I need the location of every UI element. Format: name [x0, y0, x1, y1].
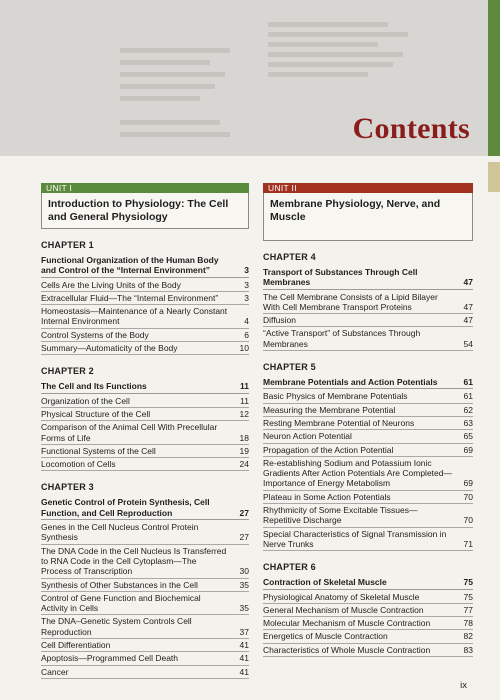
toc-entry-text: Extracellular Fluid—The “Internal Environment” [41, 292, 219, 303]
toc-entry-page: 65 [463, 431, 473, 442]
chapter-page: 47 [463, 277, 473, 288]
toc-entry-text: Apoptosis—Programmed Cell Death [41, 653, 179, 664]
toc-entry-text: Physiological Anatomy of Skeletal Muscle [263, 591, 420, 602]
toc-entry-page: 62 [463, 404, 473, 415]
toc-entry[interactable] [263, 457, 473, 491]
chapter-page: 3 [244, 265, 249, 276]
toc-entry-text: Summary—Automaticity of the Body [41, 343, 178, 354]
toc-entry[interactable] [263, 430, 473, 443]
toc-entry[interactable] [41, 445, 249, 458]
page-number: ix [460, 680, 467, 691]
chapter-title: Contraction of Skeletal Muscle [263, 577, 387, 588]
toc-entry[interactable] [41, 421, 249, 445]
toc-entry[interactable] [263, 528, 473, 552]
toc-entry-page: 3 [244, 279, 249, 290]
toc-entry[interactable] [263, 604, 473, 617]
toc-entry-text: Synthesis of Other Substances in the Cell [41, 579, 198, 590]
toc-entry-text: Special Characteristics of Signal Transmission in Nerve Trunks [263, 528, 447, 549]
chapter-label: CHAPTER 3 [41, 482, 94, 493]
toc-entry-page: 63 [463, 417, 473, 428]
toc-entry-page: 41 [239, 640, 249, 651]
toc-entry[interactable] [263, 444, 473, 457]
toc-entry-text: “Active Transport” of Substances Through Membranes [263, 328, 421, 349]
toc-entry-page: 12 [239, 408, 249, 419]
toc-entry[interactable] [263, 644, 473, 657]
toc-entry-text: Diffusion [263, 315, 296, 326]
toc-entry-text: Re-establishing Sodium and Potassium Ionic Gradients After Action Potentials Are Completed—Importance of Energy Metabolism [263, 457, 452, 489]
toc-entry-text: Plateau in Some Action Potentials [263, 491, 391, 502]
toc-entry[interactable] [41, 342, 249, 355]
toc-entry-text: Propagation of the Action Potential [263, 444, 394, 455]
toc-entry-page: 47 [463, 301, 473, 312]
toc-entry-text: The Cell Membrane Consists of a Lipid Bilayer With Cell Membrane Transport Proteins [263, 291, 438, 312]
toc-entry[interactable] [41, 666, 249, 679]
toc-entry-page: 3 [244, 292, 249, 303]
toc-entry-text: Organization of the Cell [41, 395, 130, 406]
toc-entry-page: 78 [463, 618, 473, 629]
toc-entry-text: Genes in the Cell Nucleus Control Protein Synthesis [41, 522, 199, 543]
toc-entry[interactable] [41, 279, 249, 292]
chapter-page: 75 [463, 577, 473, 588]
toc-entry-text: Control of Gene Function and Biochemical Activity in Cells [41, 592, 201, 614]
toc-entry-page: 77 [463, 604, 473, 615]
toc-entry-page: 27 [239, 532, 249, 543]
chapter-page: 61 [463, 377, 473, 388]
toc-entry-text: General Mechanism of Muscle Contraction [263, 604, 424, 615]
toc-entry-text: Homeostasis—Maintenance of a Nearly Constant Internal Environment [41, 306, 228, 327]
toc-entry[interactable] [263, 591, 473, 604]
toc-entry-page: 69 [463, 444, 473, 455]
toc-entry[interactable] [41, 579, 249, 592]
edge-tab-tan [488, 162, 500, 192]
chapter-title-row[interactable] [263, 577, 473, 589]
toc-entry[interactable] [263, 417, 473, 430]
toc-entry-page: 61 [463, 391, 473, 402]
toc-entry-page: 47 [463, 315, 473, 326]
toc-entry-text: Cancer [41, 666, 69, 677]
chapter-title-row[interactable] [263, 377, 473, 389]
toc-entry[interactable] [263, 291, 473, 315]
toc-entry-text: Comparison of the Animal Cell With Precellular Forms of Life [41, 422, 218, 443]
toc-entry[interactable] [41, 521, 249, 545]
unit-1-column [41, 183, 249, 679]
chapter-title-row[interactable] [41, 497, 249, 520]
toc-entry-page: 69 [463, 478, 473, 489]
toc-entry-page: 10 [239, 343, 249, 354]
toc-entry[interactable] [263, 491, 473, 504]
toc-entry-page: 35 [239, 579, 249, 590]
toc-entry-text: The DNA Code in the Cell Nucleus Is Transferred to RNA Code in the Cell Cytoplasm—The Process of Transcription [41, 545, 227, 577]
unit-2-heading: Membrane Physiology, Nerve, and Muscle [263, 193, 473, 241]
toc-entry-page: 30 [239, 566, 249, 577]
toc-entry[interactable] [41, 329, 249, 342]
chapter-label: CHAPTER 2 [41, 366, 94, 377]
chapter-title: Genetic Control of Protein Synthesis, Cell Function, and Cell Reproduction [41, 497, 210, 518]
chapter-title: Functional Organization of the Human Body and Control of the “Internal Environment” [41, 255, 219, 276]
toc-entry-text: Locomotion of Cells [41, 459, 116, 470]
chapter-label: CHAPTER 1 [41, 240, 94, 250]
toc-entry[interactable] [41, 395, 249, 408]
toc-entry[interactable] [263, 630, 473, 643]
toc-entry-page: 11 [240, 395, 249, 406]
chapter-page: 11 [240, 381, 249, 392]
page-title: Contents [352, 112, 470, 145]
toc-entry[interactable] [41, 305, 249, 329]
toc-entry-page: 41 [239, 653, 249, 664]
toc-entry[interactable] [41, 615, 249, 639]
toc-entry-text: Cell Differentiation [41, 640, 111, 651]
chapter-title-row[interactable] [263, 267, 473, 290]
toc-entry[interactable] [41, 458, 249, 471]
toc-entry-text: Energetics of Muscle Contraction [263, 631, 388, 642]
chapter-title-row[interactable] [41, 381, 249, 393]
unit-2-band: UNIT II [263, 183, 473, 193]
toc-entry-page: 4 [244, 316, 249, 327]
chapter-page: 27 [239, 507, 249, 518]
toc-entry-text: Measuring the Membrane Potential [263, 404, 396, 415]
toc-entry-page: 82 [463, 631, 473, 642]
toc-entry[interactable] [41, 545, 249, 579]
chapter-label: CHAPTER 4 [263, 252, 316, 262]
chapter-label: CHAPTER 5 [263, 362, 316, 373]
toc-entry[interactable] [263, 504, 473, 528]
chapter-label: CHAPTER 6 [263, 562, 316, 573]
toc-entry[interactable] [41, 408, 249, 421]
toc-entry-page: 71 [463, 538, 473, 549]
unit-2-chapters [263, 252, 473, 657]
toc-entry-page: 83 [463, 644, 473, 655]
toc-entry-page: 35 [239, 603, 249, 614]
toc-entry-page: 70 [463, 515, 473, 526]
unit-1-heading: Introduction to Physiology: The Cell and General Physiology [41, 193, 249, 229]
toc-entry[interactable] [41, 292, 249, 305]
toc-entry[interactable] [41, 652, 249, 665]
toc-entry-text: Basic Physics of Membrane Potentials [263, 391, 408, 402]
toc-entry-text: Neuron Action Potential [263, 431, 352, 442]
toc-entry-page: 75 [463, 591, 473, 602]
toc-entry[interactable] [263, 327, 473, 351]
unit-1-chapters [41, 240, 249, 679]
toc-entry-text: Characteristics of Whole Muscle Contraction [263, 644, 431, 655]
toc-entry-page: 41 [239, 666, 249, 677]
toc-entry-page: 24 [239, 459, 249, 470]
toc-entry-text: Rhythmicity of Some Excitable Tissues—Repetitive Discharge [263, 505, 418, 526]
toc-entry-text: The DNA–Genetic System Controls Cell Reproduction [41, 616, 192, 637]
toc-entry-page: 6 [244, 329, 249, 340]
chapter-title: The Cell and Its Functions [41, 381, 147, 392]
toc-entry-text: Molecular Mechanism of Muscle Contraction [263, 618, 431, 629]
toc-entry-text: Functional Systems of the Cell [41, 445, 156, 456]
chapter-title-row[interactable] [41, 255, 249, 278]
toc-entry-text: Resting Membrane Potential of Neurons [263, 417, 415, 428]
toc-entry-text: Control Systems of the Body [41, 329, 149, 340]
toc-entry-text: Physical Structure of the Cell [41, 408, 151, 419]
edge-tab-green [488, 0, 500, 156]
toc-entry-page: 70 [463, 491, 473, 502]
toc-entry[interactable] [263, 617, 473, 630]
toc-entry-page: 54 [463, 338, 473, 349]
toc-entry-page: 19 [239, 445, 249, 456]
toc-entry[interactable] [263, 404, 473, 417]
toc-entry[interactable] [41, 639, 249, 652]
chapter-title: Transport of Substances Through Cell Membranes [263, 267, 418, 288]
toc-entry[interactable] [263, 314, 473, 327]
toc-entry-page: 18 [239, 432, 249, 443]
toc-entry[interactable] [263, 390, 473, 403]
chapter-title: Membrane Potentials and Action Potentials [263, 377, 438, 388]
unit-1-band: UNIT I [41, 183, 249, 193]
toc-entry[interactable] [41, 592, 249, 616]
unit-2-column [263, 183, 473, 657]
toc-entry-text: Cells Are the Living Units of the Body [41, 279, 181, 290]
toc-entry-page: 37 [239, 626, 249, 637]
